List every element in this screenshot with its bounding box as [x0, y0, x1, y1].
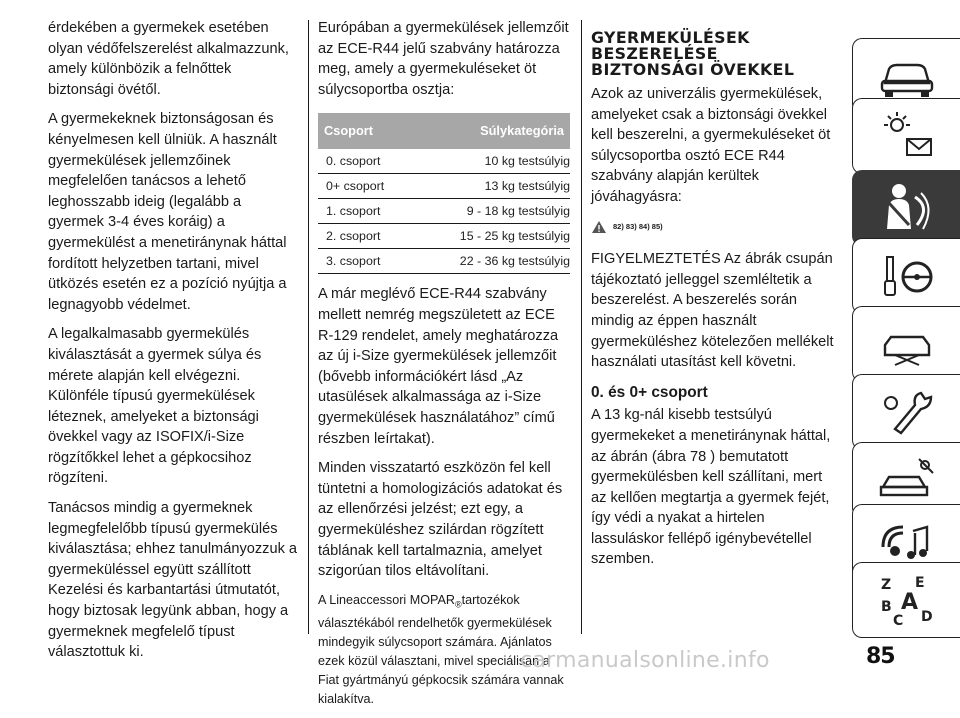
column-divider — [581, 20, 582, 634]
column-1 — [48, 18, 298, 672]
column-3 — [591, 16, 841, 579]
table-row — [318, 149, 570, 174]
registered-mark: ® — [454, 599, 462, 610]
side-tab-emergency[interactable] — [852, 306, 960, 382]
svg-text:B: B — [880, 599, 892, 615]
car-jack-icon — [875, 315, 939, 373]
table-row — [318, 224, 570, 249]
column-divider — [308, 20, 309, 634]
table-header: Súlykategória — [410, 113, 570, 149]
side-tab-maintenance[interactable] — [852, 374, 960, 450]
mopar-text: A Lineaccessori MOPAR — [318, 592, 455, 607]
reference-numbers: 82) 83) 84) 85) — [613, 221, 663, 231]
warning-references — [591, 217, 841, 238]
side-tab-starting[interactable] — [852, 238, 960, 314]
table-cell: 1. csoport — [318, 199, 410, 224]
paragraph: Azok az univerzális gyermekülések, amelyeket csak a biztonsági övekkel kell beszerelni, a gyermekuléseket öt súlycsoportba osztó ECE R44 szabvány alapján kerültek jóváhagyásra: — [591, 86, 831, 205]
svg-text:A: A — [900, 590, 918, 615]
table-cell: 10 kg testsúlyig — [410, 149, 570, 174]
section-title: GYERMEKÜLÉSEK BESZERELÉSE BIZTONSÁGI ÖVEKKEL — [591, 28, 795, 79]
car-icon — [875, 47, 939, 105]
svg-text:C: C — [892, 613, 903, 629]
watermark: carmanualsonline.info — [520, 648, 770, 673]
paragraph: A gyermekeknek biztonságosan és kényelmesen kell ülniük. A használt gyermekülések jellemzőinek megfelelően tanácsos a lehető leghosszabb ideig (legalább a gyermek 3-4 éves koráig) a gyermekülést a menetiránynak háttal fordított helyzetben tartani, mivel ütközés esetén ez a pozíció nyújtja a legnagyobb védelmet. — [48, 111, 287, 313]
index-letters-icon — [875, 571, 939, 629]
mopar-text: tartozékok választékából rendelhetők gyermekülések mindegyik súlycsoport számára. Ajánlatos ezek közül választani, mivel speciálisan a Fiat gyártmányú gépkocsik számára vannak kialakítva. — [318, 592, 564, 707]
table-cell: 0. csoport — [318, 149, 410, 174]
table-cell: 15 - 25 kg testsúlyig — [410, 224, 570, 249]
wrench-icon — [875, 383, 939, 441]
paragraph: Minden visszatartó eszközön fel kell tüntetni a homologizációs adatokat és az ellenőrzési jelzést; ezt egy, a gyermeküléshez szilárdan rögzített táblának kell tartalmaznia, amelyet szigorúan tilos eltávolítani. — [318, 460, 563, 580]
table-cell: 13 kg testsúlyig — [410, 174, 570, 199]
table-row — [318, 249, 570, 274]
paragraph: Európában a gyermekülések jellemzőit az ECE-R44 jelű szabvány határozza meg, amely a gyermekuléseket öt súlycsoportba osztja: — [318, 20, 569, 98]
paragraph: A legalkalmasabb gyermekülés kiválasztását a gyermek súlya és mérete alapján kell elvégezni. Különféle típusú gyermekülések léteznek, amelyeket a biztonsági övekkel vagy az ISOFIX/i-Size rögzítőkkel lehet a gépkocsihoz rögzíteni. — [48, 326, 262, 487]
paragraph: A már meglévő ECE-R44 szabvány mellett nemrég megszületett az ECE R-129 rendelet, amely meghatározza az új i-Size gyermekülések jellemzőit (bővebb információkért lásd „Az utasülések alkalmassága az i-Size gyermekülések használatához” című részben leírtakat). — [318, 286, 559, 447]
weight-group-table — [318, 113, 570, 274]
column-2 — [318, 18, 570, 718]
paragraph: érdekében a gyermekek esetében olyan védőfelszerelést alkalmazzunk, amely különbözik a felnőttek biztonsági övétől. — [48, 20, 289, 98]
side-tab-dashboard[interactable] — [852, 98, 960, 174]
paragraph: Tanácsos mindig a gyermeknek legmegfelelőbb típusú gyermekülés kiválasztása; ehhez tanulmányozzuk a gyermeküléssel együtt szállított Kezelési és karbantartási útmutatót, hogy biztosak legyünk abban, hogy a gyermeknek megfelelő típust választottuk ki. — [48, 500, 298, 661]
svg-text:D: D — [920, 609, 933, 625]
table-header-row — [318, 113, 570, 149]
page-number: 85 — [866, 644, 895, 669]
paragraph: A 13 kg-nál kisebb testsúlyú gyermekeket a menetiránynak háttal, az ábrán (ábra 78 ) bemutatott gyermekülésben kell szállítani, mert az kellően megtartja a gyermek fejét, így védi a nyakat a hirtelen lassuláskor fellépő igénybevétellel szemben. — [591, 407, 831, 568]
warning-triangle-icon — [591, 220, 607, 234]
table-cell: 22 - 36 kg testsúlyig — [410, 249, 570, 274]
table-cell: 3. csoport — [318, 249, 410, 274]
table-cell: 9 - 18 kg testsúlyig — [410, 199, 570, 224]
table-row — [318, 199, 570, 224]
side-tab-safety[interactable] — [852, 170, 960, 246]
subheading: 0. és 0+ csoport — [591, 383, 708, 401]
side-tab-index[interactable] — [852, 562, 960, 638]
car-specs-icon — [875, 451, 939, 509]
svg-text:Z: Z — [880, 577, 891, 593]
table-cell: 2. csoport — [318, 224, 410, 249]
table-row — [318, 174, 570, 199]
paragraph: FIGYELMEZTETÉS Az ábrák csupán tájékoztató jelleggel szemléltetik a beszerelést. A beszerelés során mindig az éppen használt gyermeküléshez kötelezően mellékelt használati utasítást kell követni. — [591, 251, 834, 371]
seatbelt-safety-icon — [875, 179, 939, 237]
dashboard-lights-icon — [875, 107, 939, 165]
table-header: Csoport — [318, 113, 410, 149]
table-cell: 0+ csoport — [318, 174, 410, 199]
svg-text:E: E — [914, 575, 925, 591]
key-steering-icon — [875, 247, 939, 305]
